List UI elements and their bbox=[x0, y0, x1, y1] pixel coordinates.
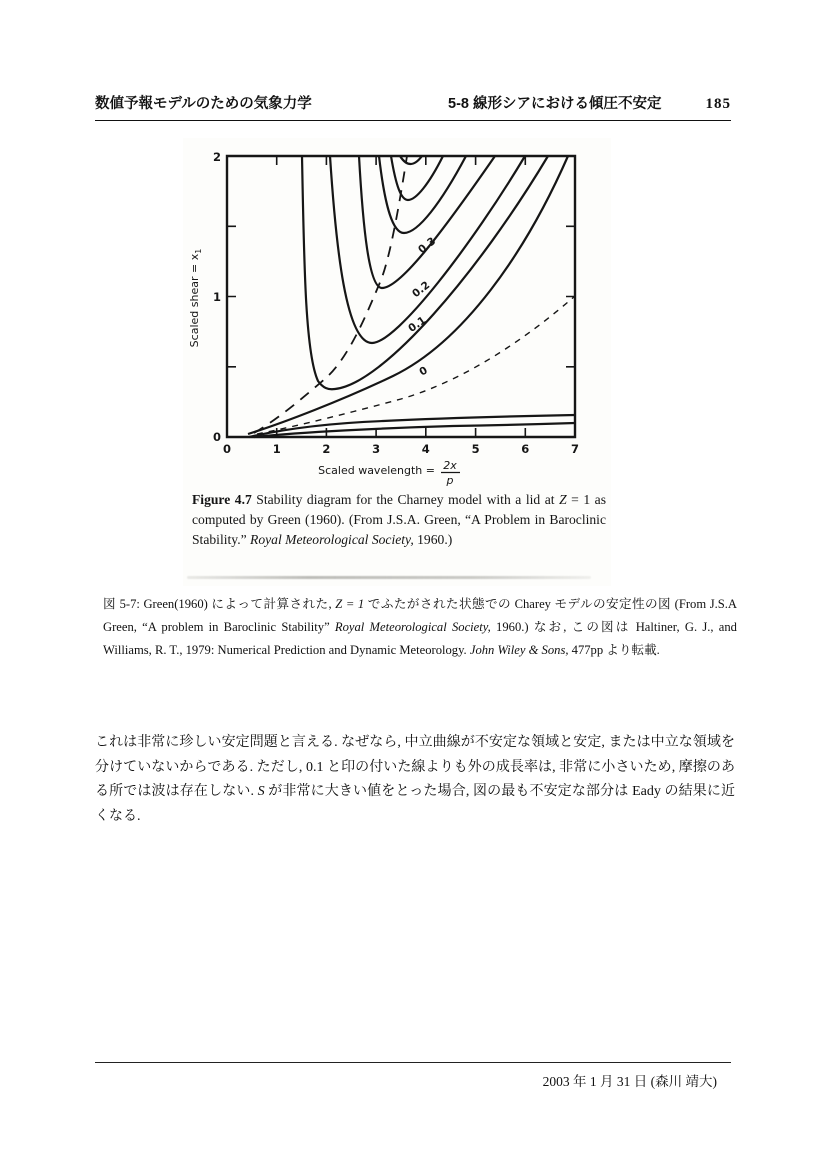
contour-label-0.1: 0.1 bbox=[406, 314, 429, 335]
figure-caption-en: Figure 4.7 Stability diagram for the Charney model with a lid at Z = 1 as computed by Green (1960). (From J.S.A. Green, “A Problem in Baroclinic Stability.” Royal Meteorological Society, 1960.) bbox=[192, 492, 606, 547]
jp-caption-label: 図 5-7: bbox=[103, 597, 140, 611]
xtick-4: 4 bbox=[421, 442, 430, 456]
header-left-title: 数値予報モデルのための気象力学 bbox=[95, 96, 312, 112]
contour-0.3-curve bbox=[359, 156, 495, 288]
x-axis-fraction-numerator: 2x bbox=[443, 459, 457, 472]
scanned-figure bbox=[183, 138, 611, 586]
ytick-2: 2 bbox=[212, 150, 221, 164]
figure-caption-number: Figure 4.7 bbox=[192, 492, 252, 507]
body-paragraph: これは非常に珍しい安定問題と言える. なぜなら, 中立曲線が不安定な領域と安定, または中立な領域を分けていないからである. ただし, 0.1 と印の付いた線よりも外の成長率は, 非常に小さいため, 摩擦のある所では波は存在しない. S が非常に大きい値をとった場合, 図の最も不安定な部分は Eady の結果に近くなる. bbox=[95, 735, 736, 824]
stability-diagram bbox=[183, 138, 603, 488]
contour-label-0: 0 bbox=[417, 364, 430, 379]
x-axis-title: Scaled wavelength = bbox=[318, 464, 435, 477]
figure-caption-jp: 図 5-7: Green(1960) によって計算された, Z = 1 でふたがされた状態での Charey モデルの安定性の図 (From J.S.A Green, “A problem in Baroclinic Stability” Royal Meteorological Society, 1960.) なお, この図は Haltiner, G. J., and Williams, R. T., 1979: Numerical Prediction and Dynamic Meteorology. John Wiley & Sons, 477pp より転載. bbox=[103, 597, 738, 657]
contour-label-0.3: 0.3 bbox=[416, 235, 439, 257]
page-number: 185 bbox=[705, 96, 731, 112]
xtick-7: 7 bbox=[570, 442, 580, 456]
xtick-5: 5 bbox=[471, 442, 480, 456]
page-footer bbox=[95, 1062, 731, 1090]
header-section-title: 5-8 線形シアにおける傾圧不安定 bbox=[448, 96, 662, 112]
footer-date: 2003 年 1 月 31 日 (森川 靖大) bbox=[542, 1074, 717, 1089]
ytick-0: 0 bbox=[212, 430, 221, 444]
xtick-2: 2 bbox=[322, 442, 331, 456]
y-axis-title: Scaled shear = $x_1$ bbox=[188, 248, 203, 348]
scan-artifact-streak bbox=[187, 576, 591, 579]
lower-neutral-branch-2 bbox=[254, 423, 575, 437]
xtick-3: 3 bbox=[372, 442, 381, 456]
x-axis-fraction-denominator: p bbox=[446, 474, 454, 487]
xtick-6: 6 bbox=[521, 442, 530, 456]
page-header bbox=[95, 92, 731, 121]
left-ticks bbox=[227, 226, 236, 366]
contour-label-0.2: 0.2 bbox=[410, 279, 433, 301]
xtick-0: 0 bbox=[222, 442, 232, 456]
xtick-1: 1 bbox=[272, 442, 281, 456]
contour-0.1-curve bbox=[302, 156, 548, 389]
max-growth-locus-dashed bbox=[254, 156, 407, 433]
contour-0-curve bbox=[248, 156, 568, 434]
ytick-1: 1 bbox=[212, 290, 221, 304]
